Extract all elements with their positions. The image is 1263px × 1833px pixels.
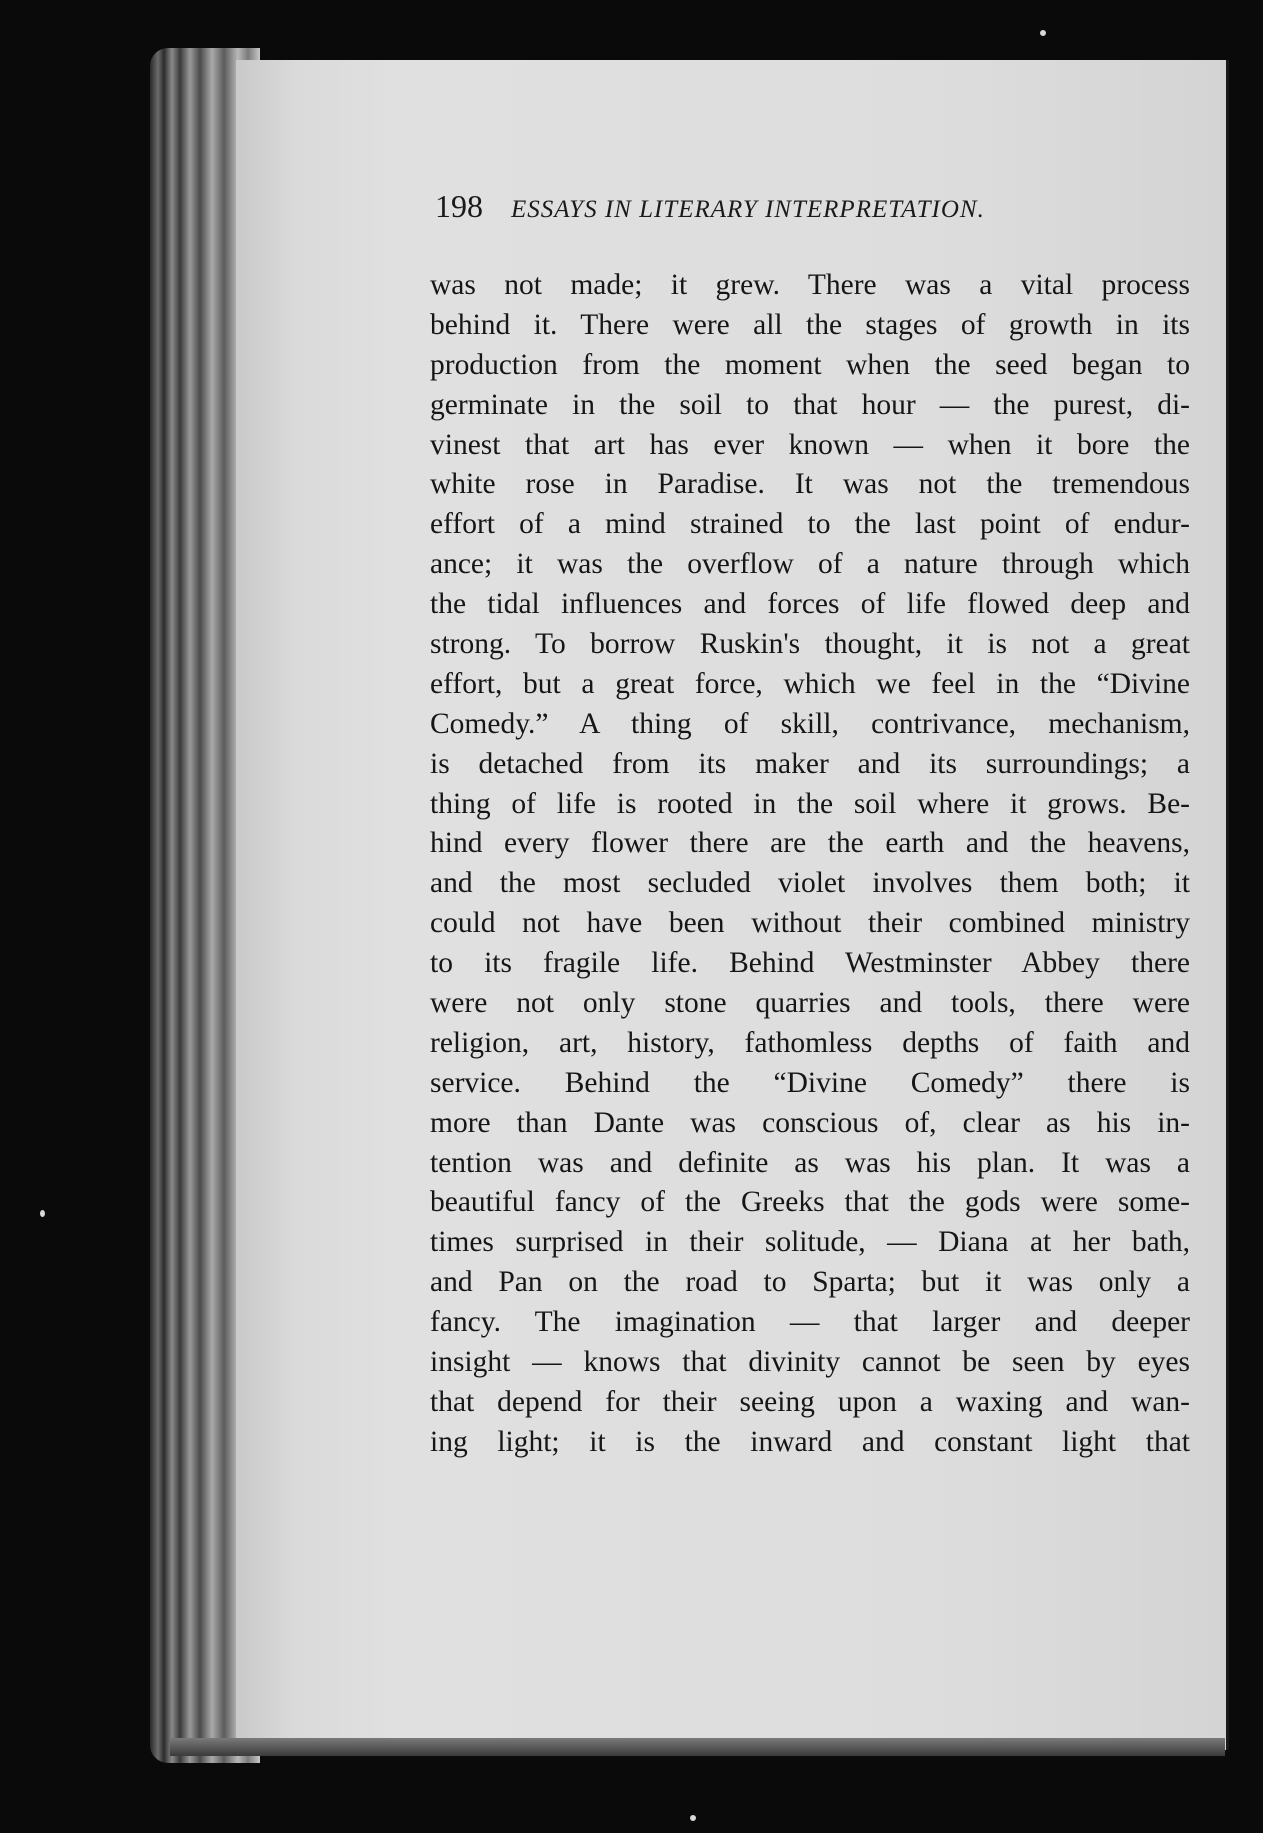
text-line: ance; it was the overflow of a nature through which bbox=[430, 548, 1190, 581]
text-line: insight — knows that divinity cannot be seen by eyes bbox=[430, 1346, 1190, 1379]
text-line: and the most secluded violet involves them both; it bbox=[430, 867, 1190, 900]
text-line: fancy. The imagination — that larger and deeper bbox=[430, 1306, 1190, 1339]
text-line: ing light; it is the inward and constant light that bbox=[430, 1425, 1190, 1458]
text-line: to its fragile life. Behind Westminster Abbey there bbox=[430, 947, 1190, 980]
text-line: strong. To borrow Ruskin's thought, it is not a great bbox=[430, 628, 1190, 661]
text-line: hind every flower there are the earth and the heavens, bbox=[430, 827, 1190, 860]
text-line: the tidal influences and forces of life flowed deep and bbox=[430, 588, 1190, 621]
dust-speck bbox=[40, 1210, 45, 1217]
text-line: white rose in Paradise. It was not the tremendous bbox=[430, 468, 1190, 501]
running-head bbox=[435, 188, 1195, 238]
text-line: service. Behind the “Divine Comedy” there is bbox=[430, 1066, 1190, 1099]
text-line: were not only stone quarries and tools, there were bbox=[430, 987, 1190, 1020]
text-line: production from the moment when the seed began to bbox=[430, 348, 1190, 381]
text-line: and Pan on the road to Sparta; but it was only a bbox=[430, 1266, 1190, 1299]
text-line: vinest that art has ever known — when it bore the bbox=[430, 428, 1190, 461]
text-line: behind it. There were all the stages of growth in its bbox=[430, 308, 1190, 341]
text-line: tention was and definite as was his plan. It was a bbox=[430, 1146, 1190, 1179]
dust-speck bbox=[690, 1815, 696, 1821]
body-text bbox=[430, 266, 1190, 1463]
text-line: is detached from its maker and its surroundings; a bbox=[430, 747, 1190, 780]
text-line: germinate in the soil to that hour — the purest, di- bbox=[430, 388, 1190, 421]
page-number: 198 bbox=[435, 188, 483, 224]
text-line: times surprised in their solitude, — Diana at her bath, bbox=[430, 1226, 1190, 1259]
text-line: that depend for their seeing upon a waxing and wan- bbox=[430, 1385, 1190, 1418]
text-line: was not made; it grew. There was a vital process bbox=[430, 269, 1190, 301]
text-line: more than Dante was conscious of, clear as his in- bbox=[430, 1106, 1190, 1139]
text-line: Comedy.” A thing of skill, contrivance, mechanism, bbox=[430, 707, 1190, 740]
text-line: effort, but a great force, which we feel in the “Divine bbox=[430, 667, 1190, 700]
text-line: religion, art, history, fathomless depths of faith and bbox=[430, 1026, 1190, 1059]
running-head-title: ESSAYS IN LITERARY INTERPRETATION. bbox=[511, 196, 985, 223]
text-line: thing of life is rooted in the soil where it grows. Be- bbox=[430, 787, 1190, 820]
page-bottom-edge bbox=[170, 1738, 1225, 1756]
dust-speck bbox=[1040, 30, 1046, 36]
text-line: beautiful fancy of the Greeks that the gods were some- bbox=[430, 1186, 1190, 1219]
text-line: effort of a mind strained to the last point of endur- bbox=[430, 508, 1190, 541]
text-line: could not have been without their combined ministry bbox=[430, 907, 1190, 940]
